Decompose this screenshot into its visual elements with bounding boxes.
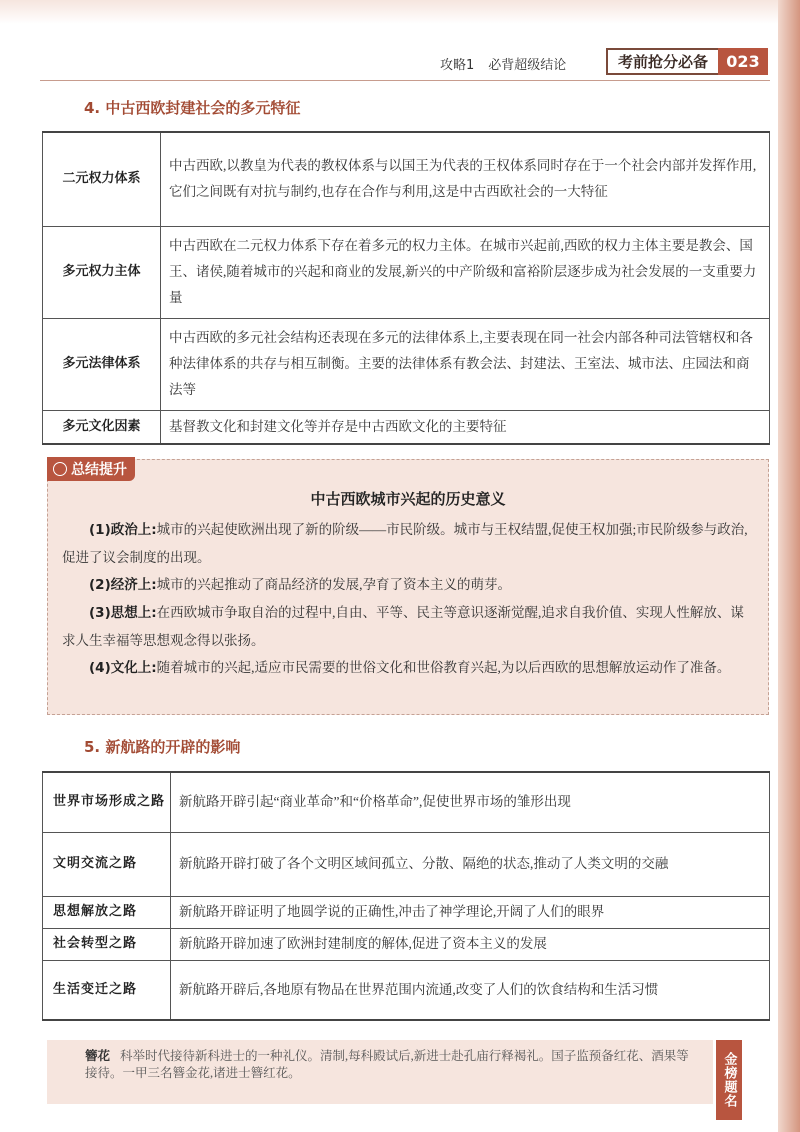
- row-text: 新航路开辟证明了地圆学说的正确性,冲击了神学理论,开阔了人们的眼界: [171, 896, 770, 928]
- row-text: 新航路开辟引起“商业革命”和“价格革命”,促使世界市场的雏形出现: [171, 772, 770, 832]
- section-4-table: [42, 131, 770, 445]
- row-label: 多元文化因素: [43, 410, 161, 444]
- row-text: 新航路开辟加速了欧洲封建制度的解体,促进了资本主义的发展: [171, 928, 770, 960]
- section-5-title: 5. 新航路的开辟的影响: [84, 738, 241, 756]
- row-text: 中古西欧的多元社会结构还表现在多元的法律体系上,主要表现在同一社会内部各种司法管辖权和各种法律体系的共存与相互制衡。主要的法律体系有教会法、封建法、王室法、城市法、庄园法和商法等: [161, 318, 770, 410]
- section-4-title: 4. 中古西欧封建社会的多元特征: [84, 99, 301, 117]
- summary-item-text: 在西欧城市争取自治的过程中,自由、平等、民主等意识逐渐觉醒,追求自我价值、实现人性解放、谋求人生幸福等思想观念得以张扬。: [62, 605, 744, 648]
- table-row: [43, 896, 770, 928]
- summary-item: [62, 654, 752, 682]
- summary-tag-label: 总结提升: [71, 462, 127, 478]
- footnote-text: 科举时代接待新科进士的一种礼仪。清制,每科殿试后,新进士赴孔庙行释褐礼。国子监预备红花、酒果等接待。一甲三名簪金花,诸进士簪红花。: [85, 1049, 689, 1080]
- summary-item-lead: (3)思想上:: [89, 605, 157, 621]
- breadcrumb-part-2: 必背超级结论: [488, 58, 567, 73]
- row-text: 中古西欧,以教皇为代表的教权体系与以国王为代表的王权体系同时存在于一个社会内部并发挥作用,它们之间既有对抗与制约,也存在合作与利用,这是中古西欧社会的一大特征: [161, 132, 770, 226]
- summary-body: [62, 516, 752, 682]
- row-label: 多元权力主体: [43, 226, 161, 318]
- summary-item: [62, 516, 752, 571]
- table-row: [43, 772, 770, 832]
- side-label: 金榜题名: [716, 1040, 742, 1120]
- page-edge-strip: [778, 0, 800, 1132]
- table-row: [43, 832, 770, 896]
- header-breadcrumb: [440, 54, 566, 73]
- row-label: 思想解放之路: [43, 896, 171, 928]
- page-header: [440, 48, 770, 78]
- row-text: 新航路开辟后,各地原有物品在世界范围内流通,改变了人们的饮食结构和生活习惯: [171, 960, 770, 1020]
- row-text: 基督教文化和封建文化等并存是中古西欧文化的主要特征: [161, 410, 770, 444]
- row-label: 世界市场形成之路: [43, 772, 171, 832]
- row-text: 中古西欧在二元权力体系下存在着多元的权力主体。在城市兴起前,西欧的权力主体主要是教会、国王、诸侯,随着城市的兴起和商业的发展,新兴的中产阶级和富裕阶层逐步成为社会发展的一支重要力量: [161, 226, 770, 318]
- row-label: 文明交流之路: [43, 832, 171, 896]
- summary-item-text: 随着城市的兴起,适应市民需要的世俗文化和世俗教育兴起,为以后西欧的思想解放运动作了准备。: [156, 660, 731, 675]
- table-row: [43, 132, 770, 226]
- table-row: [43, 226, 770, 318]
- row-label: 生活变迁之路: [43, 960, 171, 1020]
- summary-item-text: 城市的兴起使欧洲出现了新的阶级——市民阶级。城市与王权结盟,促使王权加强;市民阶级参与政治,促进了议会制度的出现。: [62, 522, 748, 565]
- summary-item-lead: (1)政治上:: [89, 522, 157, 538]
- top-band: [0, 0, 778, 24]
- summary-item-lead: (4)文化上:: [89, 660, 157, 676]
- row-label: 多元法律体系: [43, 318, 161, 410]
- breadcrumb-part-1: 攻略1: [440, 58, 475, 73]
- summary-item-lead: (2)经济上:: [89, 577, 157, 593]
- lightbulb-icon: [53, 462, 67, 476]
- table-row: [43, 960, 770, 1020]
- section-5-table: [42, 771, 770, 1021]
- summary-tag: [47, 457, 135, 481]
- page-number: 023: [718, 48, 768, 75]
- table-row: [43, 928, 770, 960]
- table-row: [43, 410, 770, 444]
- summary-item: [62, 599, 752, 654]
- summary-item: [62, 571, 752, 599]
- row-label: 二元权力体系: [43, 132, 161, 226]
- footnote-term: 簪花: [85, 1049, 111, 1063]
- summary-item-text: 城市的兴起推动了商品经济的发展,孕育了资本主义的萌芽。: [156, 577, 512, 592]
- table-row: [43, 318, 770, 410]
- summary-title: 中古西欧城市兴起的历史意义: [310, 490, 506, 508]
- header-badge: 考前抢分必备: [606, 48, 718, 75]
- header-divider: [40, 80, 770, 81]
- footnote-box: [47, 1040, 713, 1104]
- row-text: 新航路开辟打破了各个文明区域间孤立、分散、隔绝的状态,推动了人类文明的交融: [171, 832, 770, 896]
- row-label: 社会转型之路: [43, 928, 171, 960]
